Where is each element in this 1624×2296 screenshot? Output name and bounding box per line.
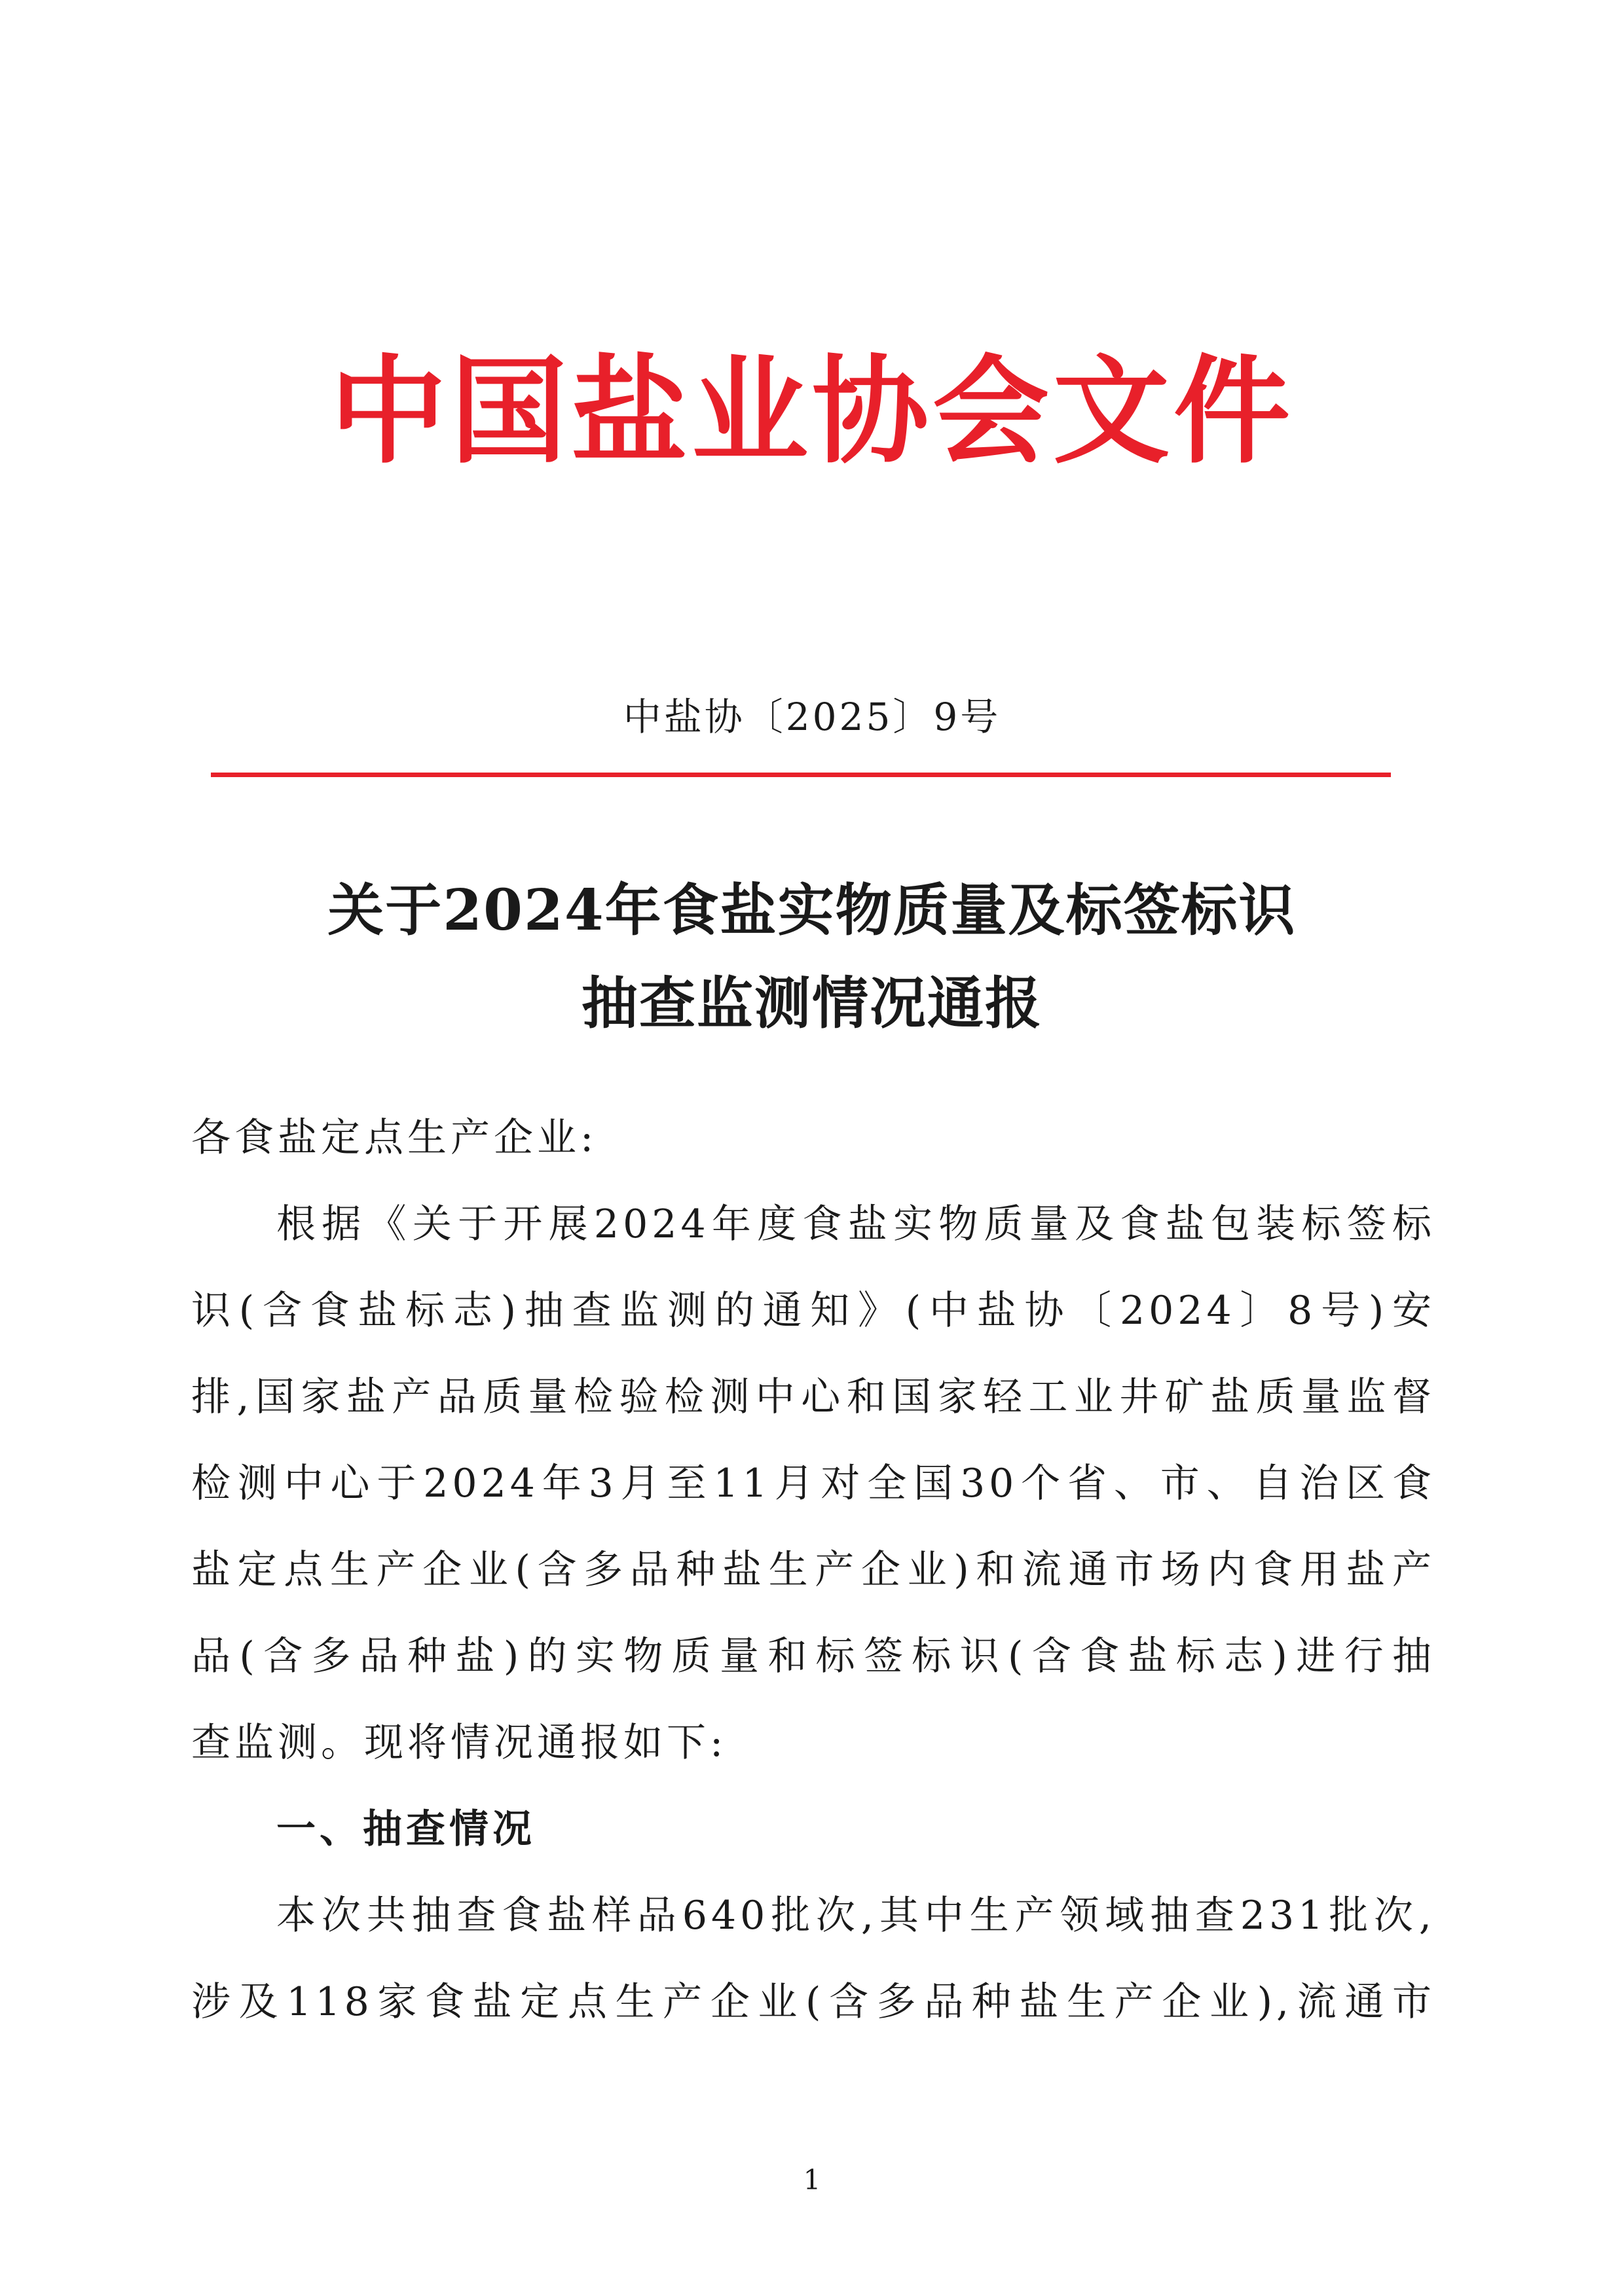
document-title-line-1: 关于2024年食盐实物质量及标签标识 [327,877,1297,943]
paragraph1-line-3: 排,国家盐产品质量检验检测中心和国家轻工业井矿盐质量监督 [191,1374,1435,1420]
paragraph1-line-7: 查监测。现将情况通报如下: [191,1720,728,1766]
paragraph1-line-4: 检测中心于2024年3月至11月对全国30个省、市、自治区食 [191,1461,1435,1506]
section-1-heading: 一、抽查情况 [276,1806,536,1852]
paragraph1-line-2: 识(含食盐标志)抽查监测的通知》(中盐协〔2024〕8号)安 [191,1288,1435,1334]
paragraph2-line-2: 涉及118家食盐定点生产企业(含多品种盐生产企业),流通市 [191,1979,1435,2025]
page-number: 1 [803,2164,821,2196]
salutation: 各食盐定点生产企业: [191,1115,598,1161]
red-divider-rule [211,773,1391,777]
paragraph1-line-1: 根据《关于开展2024年度食盐实物质量及食盐包装标签标 [276,1201,1435,1247]
document-number: 中盐协〔2025〕9号 [623,695,1001,739]
paragraph1-line-5: 盐定点生产企业(含多品种盐生产企业)和流通市场内食用盐产 [191,1547,1435,1593]
paragraph2-line-1: 本次共抽查食盐样品640批次,其中生产领域抽查231批次, [276,1893,1435,1939]
paragraph1-line-6: 品(含多品种盐)的实物质量和标签标识(含食盐标志)进行抽 [191,1633,1435,1679]
organization-header: 中国盐业协会文件 [330,344,1294,479]
document-title-line-2: 抽查监测情况通报 [581,970,1043,1036]
